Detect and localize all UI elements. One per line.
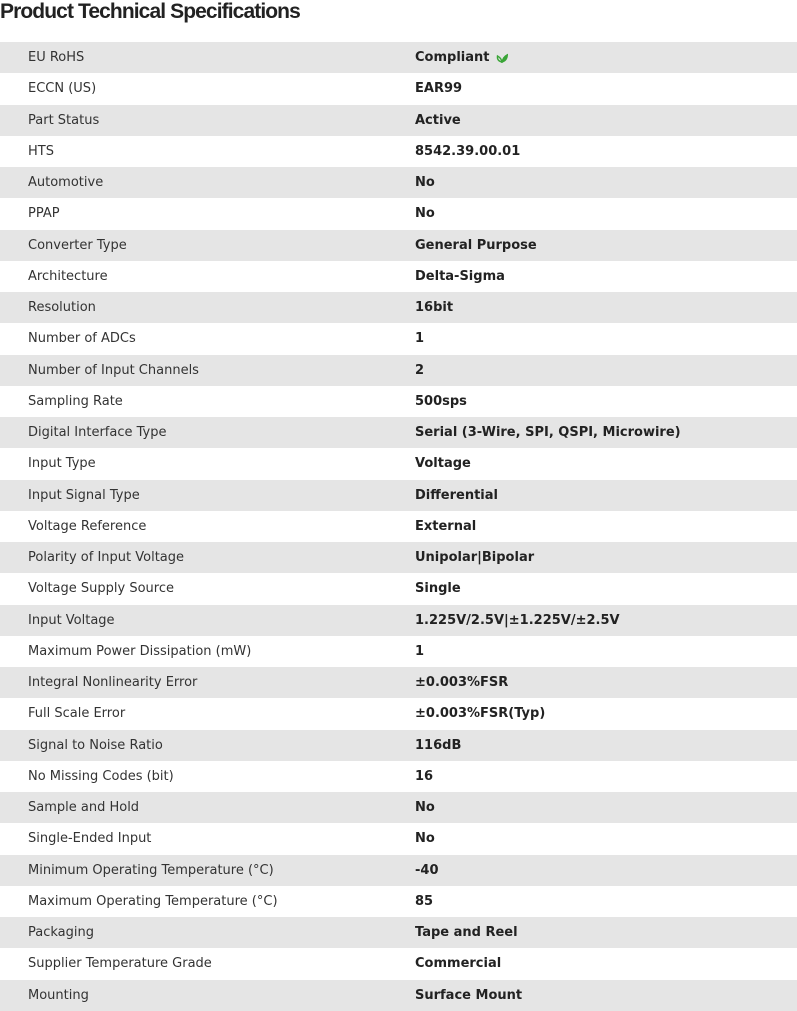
spec-value: Serial (3-Wire, SPI, QSPI, Microwire) bbox=[415, 425, 681, 440]
spec-value: 116dB bbox=[415, 737, 462, 753]
spec-value: Delta-Sigma bbox=[415, 268, 505, 284]
spec-row bbox=[0, 230, 797, 261]
spec-label: Single-Ended Input bbox=[28, 831, 152, 847]
spec-value: Tape and Reel bbox=[415, 925, 518, 940]
spec-table bbox=[0, 42, 797, 1011]
spec-label: Sample and Hold bbox=[28, 800, 140, 815]
spec-row bbox=[0, 636, 797, 667]
spec-row bbox=[0, 730, 797, 761]
spec-row bbox=[0, 511, 797, 542]
spec-label: Minimum Operating Temperature (°C) bbox=[28, 862, 274, 878]
spec-label: Full Scale Error bbox=[28, 706, 126, 722]
spec-row bbox=[0, 105, 797, 136]
spec-value: 500sps bbox=[415, 393, 467, 409]
spec-row bbox=[0, 980, 797, 1011]
spec-label: Input Signal Type bbox=[28, 487, 140, 503]
spec-value: Single bbox=[415, 581, 461, 597]
spec-label: Maximum Operating Temperature (°C) bbox=[28, 893, 278, 909]
spec-value: Differential bbox=[415, 487, 498, 503]
spec-row bbox=[0, 886, 797, 917]
spec-row bbox=[0, 855, 797, 886]
spec-value: No bbox=[415, 800, 435, 815]
spec-value: General Purpose bbox=[415, 237, 537, 253]
page-title: Product Technical Specifications bbox=[0, 0, 300, 23]
spec-label: Maximum Power Dissipation (mW) bbox=[28, 643, 252, 659]
spec-label: Number of ADCs bbox=[28, 331, 136, 347]
spec-value: 85 bbox=[415, 893, 434, 909]
spec-row bbox=[0, 698, 797, 729]
spec-row bbox=[0, 42, 797, 73]
spec-label: Number of Input Channels bbox=[28, 362, 199, 378]
spec-row bbox=[0, 917, 797, 948]
spec-row bbox=[0, 542, 797, 573]
spec-label: Voltage Supply Source bbox=[28, 581, 174, 597]
spec-value-text: Compliant bbox=[415, 50, 490, 65]
spec-row bbox=[0, 823, 797, 854]
spec-value: 16 bbox=[415, 768, 434, 784]
spec-label: Supplier Temperature Grade bbox=[28, 956, 212, 972]
spec-row bbox=[0, 448, 797, 479]
spec-row bbox=[0, 261, 797, 292]
spec-label: Input Voltage bbox=[28, 612, 115, 628]
spec-row bbox=[0, 761, 797, 792]
spec-value: 1 bbox=[415, 643, 425, 659]
spec-row bbox=[0, 167, 797, 198]
spec-label: Voltage Reference bbox=[28, 518, 147, 534]
spec-label: Automotive bbox=[28, 175, 104, 190]
spec-label: Integral Nonlinearity Error bbox=[28, 675, 198, 690]
spec-row bbox=[0, 292, 797, 323]
spec-label: Packaging bbox=[28, 925, 94, 940]
spec-value: Voltage bbox=[415, 456, 471, 472]
spec-value: Unipolar|Bipolar bbox=[415, 550, 535, 565]
spec-label: Sampling Rate bbox=[28, 393, 123, 409]
spec-label: Converter Type bbox=[28, 237, 127, 253]
spec-row bbox=[0, 386, 797, 417]
spec-value: No bbox=[415, 175, 435, 190]
spec-label: HTS bbox=[28, 143, 54, 159]
spec-label: No Missing Codes (bit) bbox=[28, 768, 174, 784]
leaf-icon bbox=[495, 52, 509, 64]
spec-row bbox=[0, 948, 797, 979]
spec-label: Polarity of Input Voltage bbox=[28, 550, 185, 565]
spec-row bbox=[0, 605, 797, 636]
spec-value: 16bit bbox=[415, 300, 454, 315]
spec-value: 2 bbox=[415, 362, 425, 378]
spec-label: Part Status bbox=[28, 112, 100, 128]
spec-row bbox=[0, 136, 797, 167]
spec-value bbox=[415, 42, 509, 73]
spec-label: Mounting bbox=[28, 987, 89, 1003]
spec-value: 1.225V/2.5V|±1.225V/±2.5V bbox=[415, 612, 620, 628]
spec-label: Signal to Noise Ratio bbox=[28, 737, 163, 753]
spec-value: ±0.003%FSR bbox=[415, 675, 509, 690]
spec-value: ±0.003%FSR(Typ) bbox=[415, 706, 546, 722]
spec-label: Resolution bbox=[28, 300, 96, 315]
spec-label: PPAP bbox=[28, 206, 60, 222]
spec-value: Active bbox=[415, 112, 461, 128]
spec-row bbox=[0, 417, 797, 448]
spec-row bbox=[0, 198, 797, 229]
spec-label: ECCN (US) bbox=[28, 81, 97, 97]
spec-value: 8542.39.00.01 bbox=[415, 143, 521, 159]
spec-row bbox=[0, 667, 797, 698]
spec-value: No bbox=[415, 831, 435, 847]
spec-row bbox=[0, 323, 797, 354]
spec-value: 1 bbox=[415, 331, 425, 347]
spec-value: Commercial bbox=[415, 956, 502, 972]
spec-value: -40 bbox=[415, 862, 439, 878]
spec-label: Input Type bbox=[28, 456, 96, 472]
spec-row bbox=[0, 355, 797, 386]
spec-label: Digital Interface Type bbox=[28, 425, 167, 440]
spec-value: EAR99 bbox=[415, 81, 463, 97]
spec-row bbox=[0, 73, 797, 104]
spec-value: External bbox=[415, 518, 477, 534]
spec-row bbox=[0, 480, 797, 511]
spec-row bbox=[0, 573, 797, 604]
spec-value: Surface Mount bbox=[415, 987, 523, 1003]
spec-row bbox=[0, 792, 797, 823]
spec-label: Architecture bbox=[28, 268, 108, 284]
spec-value: No bbox=[415, 206, 435, 222]
spec-label: EU RoHS bbox=[28, 50, 85, 65]
